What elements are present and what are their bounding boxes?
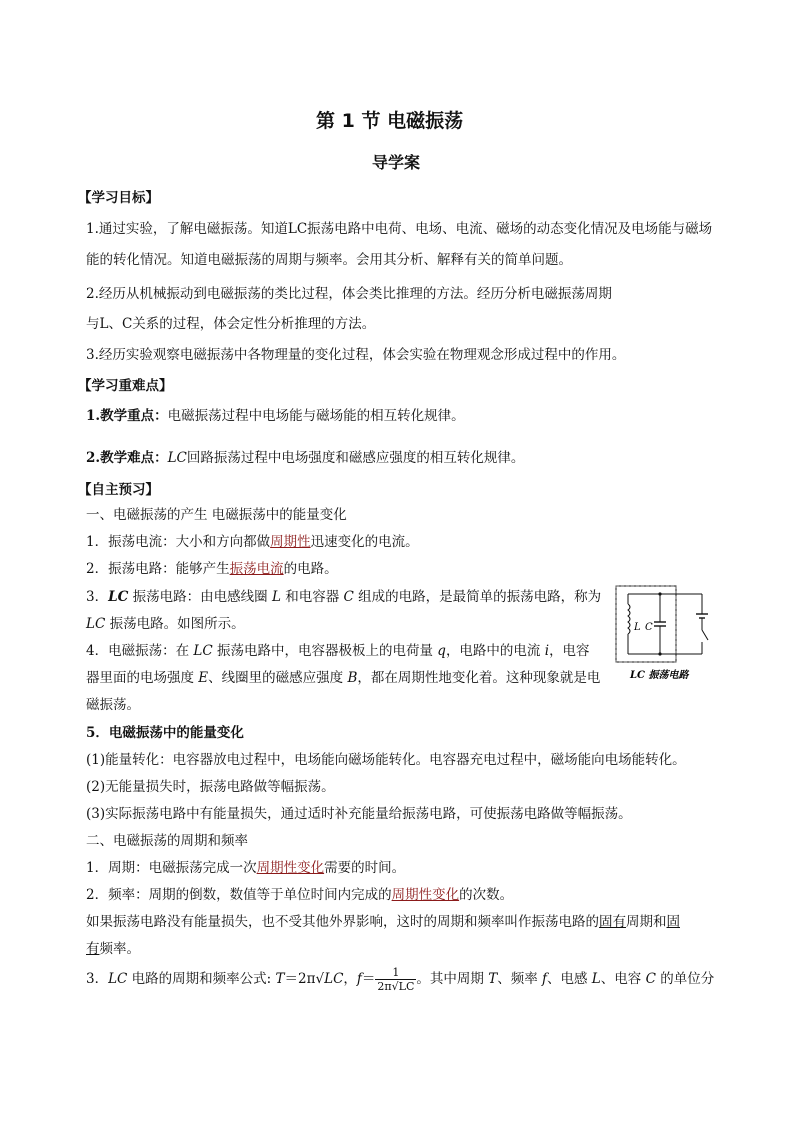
- item-3-num: 3．: [86, 589, 109, 605]
- period-3-underline-1: 固有: [599, 914, 626, 930]
- item-1-text-a: 1．振荡电流：大小和方向都做: [86, 534, 271, 550]
- item-5-3: (3)实际振荡电路中有能量损失，通过适时补充能量给振荡电路，可使振荡电路做等幅振荡。: [86, 806, 632, 822]
- formula-comma: ，: [343, 971, 357, 987]
- preview-heading: 【自主预习】: [78, 482, 159, 498]
- item-3-text-2: 振荡电路。如图所示。: [105, 616, 245, 632]
- item-4-E: E: [198, 670, 209, 686]
- goals-heading: 【学习目标】: [78, 190, 159, 206]
- label-C: C: [645, 622, 653, 633]
- item-4-text-e: ，电路中的电流: [445, 643, 545, 659]
- formula-text: 电路的周期和频率公式:: [127, 971, 276, 987]
- item-3-C: C: [343, 589, 354, 605]
- formula-eq-1: ＝2π: [284, 971, 316, 987]
- item-4-text-2c: 、线圈里的磁感应强度: [208, 670, 348, 686]
- period-2-text-a: 2．频率：周期的倒数，数值等于单位时间内完成的: [86, 887, 392, 903]
- formula-line: [86, 966, 714, 993]
- period-1-highlight: 周期性变化: [256, 860, 325, 876]
- item-1-text-b: 迅速变化的电流。: [310, 534, 419, 550]
- switch-icon: [702, 630, 708, 640]
- item-4-text-2a: 器里面的电场强度: [86, 670, 199, 686]
- formula-rest-d: 、电容: [600, 971, 646, 987]
- item-3-lc: LC: [108, 589, 129, 605]
- formula-eq-2: ＝: [361, 971, 376, 987]
- formula-sqrt-lc: √LC: [315, 971, 344, 987]
- item-4-lc: LC: [193, 643, 213, 659]
- period-1-text-b: 需要的时间。: [324, 860, 406, 876]
- item-5-2: (2)无能量损失时，振荡电路做等幅振荡。: [86, 779, 335, 795]
- goal-3: 3.经历实验观察电磁振荡中各物理量的变化过程，体会实验在物理观念形成过程中的作用。: [86, 347, 626, 363]
- page-subtitle: 导学案: [372, 153, 421, 172]
- formula-rest-a: 。其中周期: [416, 971, 489, 987]
- formula-fraction: [375, 966, 416, 993]
- item-4-text-g: ，电容: [549, 643, 590, 659]
- inductor-coil-icon: [628, 604, 630, 634]
- period-3-text-a: 如果振荡电路没有能量损失，也不受其他外界影响，这时的周期和频率叫作振荡电路的: [86, 914, 599, 930]
- period-1-text-a: 1．周期：电磁振荡完成一次: [86, 860, 257, 876]
- keypoint-2: [86, 446, 524, 466]
- item-2-text-a: 2．振荡电路：能够产生: [86, 561, 230, 577]
- formula-rest-b: 、频率: [497, 971, 542, 987]
- goal-1-line-1: 1.通过实验，了解电磁振荡。知道LC振荡电路中电荷、电场、电流、磁场的动态变化情况及电场能与磁场: [86, 221, 713, 237]
- formula-rest-L: L: [591, 971, 601, 987]
- formula-lc: LC: [108, 971, 128, 987]
- item-2-highlight: 振荡电流: [229, 561, 284, 577]
- keypoint-2-text: 回路振荡过程中电场强度和磁感应强度的相互转化规律。: [186, 450, 525, 466]
- item-3-line-2: [86, 612, 245, 632]
- item-3-text-c: 振荡电路：由电感线圈: [128, 589, 272, 605]
- item-3-text-e: 和电容器: [280, 589, 344, 605]
- period-3-underline-3: 有: [86, 941, 100, 957]
- section-1-title: 一、电磁振荡的产生 电磁振荡中的能量变化: [86, 507, 347, 523]
- period-item-3-line-2: [86, 937, 140, 957]
- period-item-3-line-1: [86, 910, 680, 930]
- goal-2-line-1: 2.经历从机械振动到电磁振荡的类比过程，体会类比推理的方法。经历分析电磁振荡周期: [86, 286, 612, 302]
- item-4-line-1: [86, 639, 590, 659]
- period-item-2: [86, 883, 513, 903]
- item-4-text-a: 4．电磁振荡：在: [86, 643, 194, 659]
- item-2-text-b: 的电路。: [283, 561, 338, 577]
- label-L: L: [634, 622, 641, 633]
- formula-rest-T: T: [488, 971, 498, 987]
- item-5-title: 5．电磁振荡中的能量变化: [86, 725, 244, 741]
- item-3-L: L: [271, 589, 281, 605]
- keypoint-1: [86, 404, 465, 424]
- formula-T: T: [275, 971, 285, 987]
- goal-2-line-2: 与L、C关系的过程，体会定性分析推理的方法。: [86, 316, 376, 332]
- figure-caption: LC 振荡电路: [630, 670, 689, 681]
- item-4-B: B: [347, 670, 358, 686]
- formula-rest-C: C: [645, 971, 656, 987]
- fraction-denominator: 2π√LC: [377, 980, 415, 993]
- lc-circuit-diagram: [612, 584, 718, 684]
- item-4-text-c: 振荡电路中，电容器极板上的电荷量: [212, 643, 438, 659]
- formula-f: f: [356, 971, 362, 987]
- item-5-1: (1)能量转化：电容器放电过程中，电场能向磁场能转化。电容器充电过程中，磁场能向电场能转化。: [86, 752, 686, 768]
- period-3-text-2: 频率。: [99, 941, 140, 957]
- formula-num: 3．: [86, 971, 109, 987]
- keypoint-1-text: 电磁振荡过程中电场能与磁场能的相互转化规律。: [167, 408, 465, 424]
- section-2-title: 二、电磁振荡的周期和频率: [86, 833, 248, 849]
- item-1: [86, 530, 419, 550]
- keypoint-2-label: 2.教学难点：: [86, 450, 168, 466]
- formula-rest-f: f: [542, 971, 547, 987]
- item-1-highlight: 周期性: [270, 534, 311, 550]
- item-4-line-3: 磁振荡。: [86, 697, 140, 713]
- period-3-text-b: 周期和: [626, 914, 667, 930]
- period-3-underline-2: 固: [666, 914, 680, 930]
- period-2-highlight: 周期性变化: [391, 887, 460, 903]
- item-3-text-g: 组成的电路，是最简单的振荡电路，称为: [353, 589, 602, 605]
- period-2-text-b: 的次数。: [459, 887, 514, 903]
- page-title: 第 1 节 电磁振荡: [316, 110, 464, 132]
- period-item-1: [86, 856, 405, 876]
- keypoint-2-lc: LC: [167, 450, 187, 466]
- item-4-i: i: [544, 643, 550, 659]
- keypoint-1-label: 1.教学重点：: [86, 408, 168, 424]
- formula-rest-c: 、电感: [547, 971, 592, 987]
- formula-rest-e: 的单位分: [655, 971, 715, 987]
- item-3-lc-2: LC: [86, 616, 106, 632]
- item-4-q: q: [437, 643, 446, 659]
- keypoints-heading: 【学习重难点】: [78, 378, 173, 394]
- goal-1-line-2: 能的转化情况。知道电磁振荡的周期与频率。会用其分析、解释有关的简单问题。: [86, 252, 572, 268]
- item-2: [86, 557, 338, 577]
- fraction-numerator: 1: [375, 966, 416, 980]
- item-4-line-2: [86, 666, 600, 686]
- item-3-line-1: [86, 585, 601, 605]
- item-4-text-2e: ，都在周期性地变化着。这种现象就是电: [357, 670, 601, 686]
